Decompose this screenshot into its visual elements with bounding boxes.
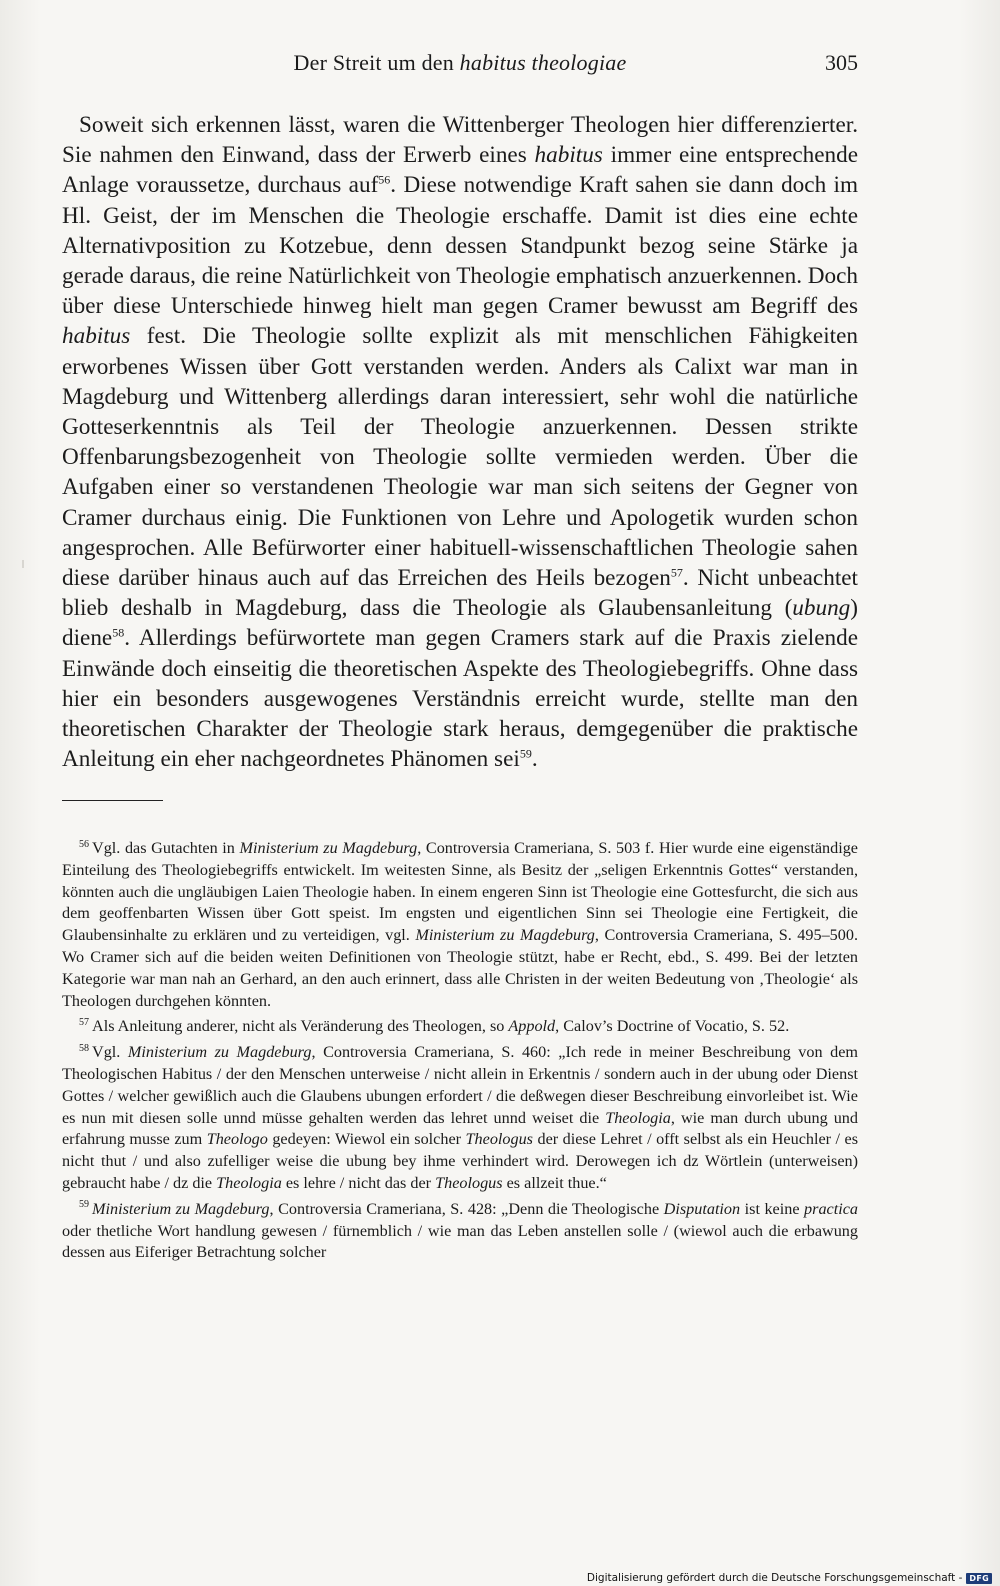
footnote-ref-59[interactable]: 59 <box>519 746 532 761</box>
body-paragraph: Soweit sich erkennen lässt, waren die Wittenberger Theologen hier differenzierter. Sie nahmen den Einwand, dass der Erwerb eines habitus immer eine entsprechende Anlage voraussetze, durchaus auf$^{56}$. Diese notwendige Kraft sahen sie dann doch im Hl. Geist, der im Menschen die Theologie erschaffe. Damit ist dies eine echte Alternativposition zu Kotzebue, denn dessen Standpunkt bezog seine Stärke ja gerade daraus, die reine Natürlichkeit von Theologie emphatisch anzuerkennen. Doch über diese Unterschiede hinweg hielt man gegen Cramer bewusst am Begriff des habitus fest. Die Theologie sollte explizit als mit menschlichen Fähigkeiten erworbenes Wissen über Gott verstanden werden. Anders als Calixt war man in Magdeburg und Wittenberg allerdings daran interessiert, sehr wohl die natürliche Gotteserkenntnis als Teil der Theologie anzuerkennen. Dessen strikte Offenbarungsbezogenheit von Theologie sollte vermieden werden. Über die Aufgaben einer so verstandenen Theologie war man sich seitens der Gegner von Cramer durchaus einig. Die Funktionen von Lehre und Apologetik wurden schon angesprochen. Alle Befürworter einer habituell-wissenschaftlichen Theologie sahen diese darüber hinaus auch auf das Erreichen des Heils bezogen$^{57}$. Nicht unbeachtet blieb deshalb in Magdeburg, dass die Theologie als Glaubensanleitung (ubung) diene$^{58}$. Allerdings befürwortete man gegen Cramers stark auf die Praxis zielende Einwände doch einseitig die theoretischen Aspekte des Theologiebegriffs. Ohne dass hier ein besonders ausgewogenes Verständnis erreicht wurde, stellte man den theoretischen Charakter der Theologie stark heraus, demgegenüber die praktische Anleitung ein eher nachgeordnetes Phänomen sei$^{59}$. <box>62 112 859 773</box>
footnote-57: $^{57}$ Als Anleitung anderer, nicht als Veränderung des Theologen, so Appold, Calov’s Doctrine of Vocatio, S. 52. <box>79 1016 790 1036</box>
digitization-credit <box>587 1572 992 1584</box>
footnote-ref-58[interactable]: 58 <box>112 625 125 640</box>
running-title-italic: habitus theologiae <box>459 50 627 75</box>
page-number: 305 <box>825 50 858 75</box>
footnote-59: $^{59}$ Ministerium zu Magdeburg, Controversia Crameriana, S. 428: „Denn die Theologische Disputation ist keine practica oder thetliche Wort handlung gewesen / fürnemblich / wie man das Leben anstellen solle / (wiewol auch die erbawung dessen aus Eiferiger Betrachtung solcher <box>62 1199 858 1262</box>
footnote-ref-56[interactable]: 56 <box>378 172 391 187</box>
footnote-56: $^{56}$ Vgl. das Gutachten in Ministerium zu Magdeburg, Controversia Crameriana, S. 503 f. Hier wurde eine eigenständige Einteilung des Theologiebegriffs entwickelt. Im weitesten Sinne, als Besitz der „seligen Erkenntnis Gottes“ verstanden, könnten auch die ungläubigen Laien Theologie haben. In einem engeren Sinn ist Theologie eine Gottesfurcht, die sich aus dem geoffenbarten Wissen über Gott speist. Im engsten und eigentlichen Sinn sei Theologie eine Fertigkeit, die Glaubensinhalte zu erklären und zu verteidigen, vgl. Ministerium zu Magdeburg, Controversia Crameriana, S. 495–500. Wo Cramer sich auf die beiden weiten Definitionen von Theologie stützt, habe er Recht, ebd., S. 499. Bei der letzten Kategorie war man nah an Gerhard, an den auch erinnert, dass alle Christen in der weiten Bedeutung von ‚Theologie‘ als Theologen durchgehen könnten. <box>62 838 858 1010</box>
footnote-ref-57[interactable]: 57 <box>670 565 683 580</box>
running-header <box>62 50 858 80</box>
footnotes <box>62 838 858 1264</box>
footnote-separator <box>62 800 163 801</box>
footnote-58: $^{58}$ Vgl. Ministerium zu Magdeburg, Controversia Crameriana, S. 460: „Ich rede in meiner Beschreibung von dem Theologischen Habitus / der den Menschen unterweise / nicht allein in Erkentnis / sondern auch in der ubung oder Dienst Gottes / welcher gewißlich auch die Glaubens ubungen erfordert / die deßwegen dieser Beschreibung einvorleibet ist. Wie es nun mit diesen solle unnd müsse gehalten werden das lehret unnd weiset die Theologia, wie man durch ubung und erfahrung musse zum Theologo gedeyen: Wiewol ein solcher Theologus der diese Lehret / offt selbst als ein Heuchler / es nicht thut / und also zufelliger weise die ubung bey ihme verhindert wird. Derowegen ich dz Wörtlein (unterweisen) gebraucht habe / dz die Theologia es lehre / nicht das der Theologus es allzeit thue.“ <box>62 1042 858 1192</box>
running-title: Der Streit um den habitus theologiae <box>293 50 627 75</box>
scan-speck <box>22 560 24 568</box>
digitization-credit-text: Digitalisierung gefördert durch die Deutsche Forschungsgemeinschaft - <box>586 1572 963 1584</box>
dfg-logo-icon: DFG <box>966 1573 992 1584</box>
